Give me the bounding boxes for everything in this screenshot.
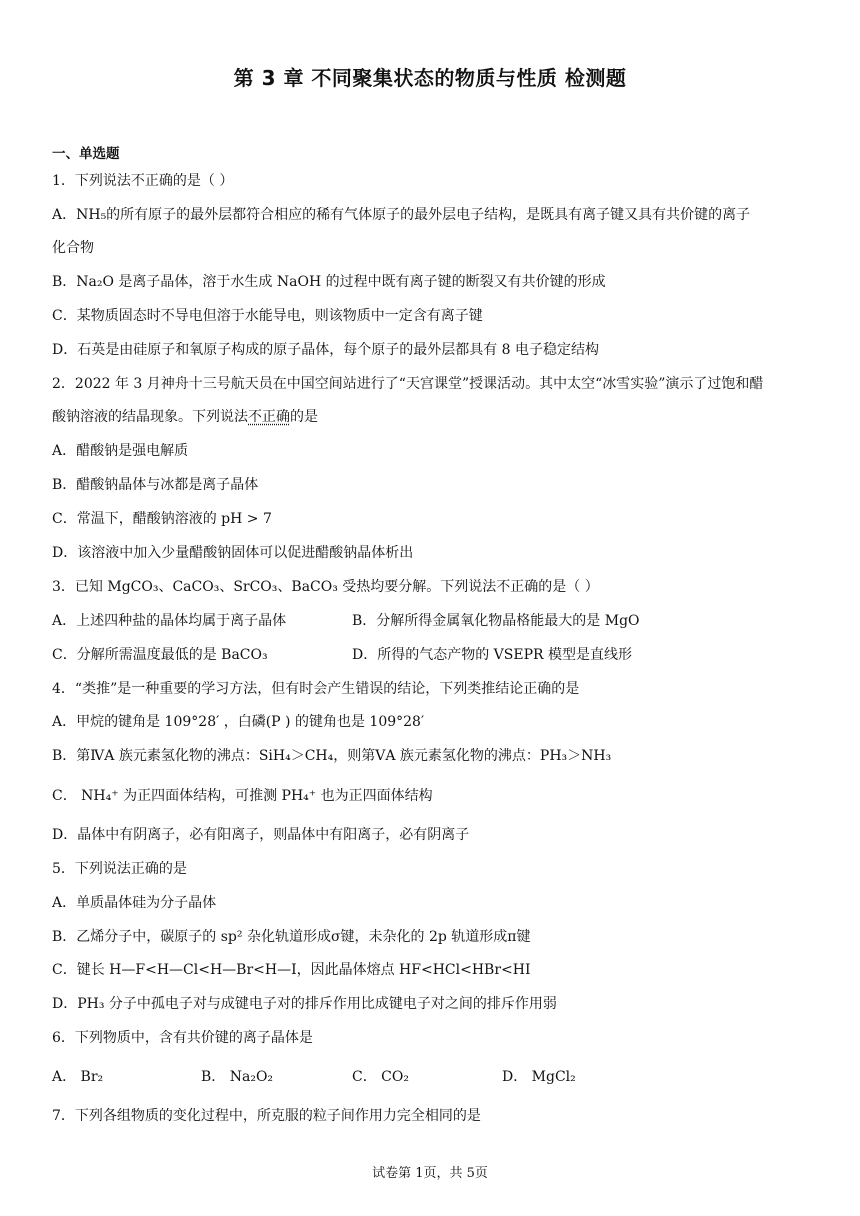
question-1-option-c: C．某物质固态时不导电但溶于水能导电，则该物质中一定含有离子键	[52, 308, 483, 324]
question-2-option-a: A．醋酸钠是强电解质	[52, 443, 189, 459]
question-3-option-b: B．分解所得金属氧化物晶格能最大的是 MgO	[352, 613, 640, 629]
question-1-option-a-cont: 化合物	[52, 240, 94, 256]
question-3-stem: 3．已知 MgCO₃、CaCO₃、SrCO₃、BaCO₃ 受热均要分解。下列说法不正确的是（ ）	[52, 579, 599, 595]
section-heading: 一、单选题	[52, 146, 120, 162]
question-5-option-a: A．单质晶体硅为分子晶体	[52, 895, 217, 911]
question-7-stem: 7．下列各组物质的变化过程中，所克服的粒子间作用力完全相同的是	[52, 1108, 481, 1124]
question-3-option-c: C．分解所需温度最低的是 BaCO₃	[52, 647, 268, 663]
question-5-stem: 5．下列说法正确的是	[52, 861, 187, 877]
question-1-option-a: A．NH₅的所有原子的最外层都符合相应的稀有气体原子的最外层电子结构，是既具有离子键又具有共价键的离子	[52, 207, 751, 223]
question-6-option-d: D． MgCl₂	[502, 1069, 576, 1085]
question-4-option-c: C． NH₄⁺ 为正四面体结构，可推测 PH₄⁺ 也为正四面体结构	[52, 788, 433, 804]
question-2-stem-line2: 酸钠溶液的结晶现象。下列说法不正确的是	[52, 409, 318, 425]
question-4-option-d: D．晶体中有阴离子，必有阳离子，则晶体中有阳离子，必有阴离子	[52, 827, 470, 843]
question-5-option-d: D．PH₃ 分子中孤电子对与成键电子对的排斥作用比成键电子对之间的排斥作用弱	[52, 996, 557, 1012]
question-1-option-d: D．石英是由硅原子和氧原子构成的原子晶体，每个原子的最外层都具有 8 电子稳定结构	[52, 342, 600, 358]
page-title: 第 3 章 不同聚集状态的物质与性质 检测题	[233, 66, 627, 90]
question-5-option-c: C．键长 H—F<H—Cl<H—Br<H—I，因此晶体熔点 HF<HCl<HBr<HI	[52, 962, 531, 978]
question-5-option-b: B．乙烯分子中，碳原子的 sp² 杂化轨道形成σ键，未杂化的 2p 轨道形成π键	[52, 929, 531, 945]
question-1-option-b: B．Na₂O 是离子晶体，溶于水生成 NaOH 的过程中既有离子键的断裂又有共价键的形成	[52, 274, 606, 290]
page-footer: 试卷第 1页，共 5页	[372, 1166, 488, 1181]
question-4-option-a: A．甲烷的键角是 109°28′ ，白磷(P ) 的键角也是 109°28′	[52, 714, 425, 730]
question-1-stem: 1．下列说法不正确的是（ ）	[52, 173, 234, 189]
question-2-stem-line1: 2．2022 年 3 月神舟十三号航天员在中国空间站进行了“天宫课堂”授课活动。其中太空“冰雪实验”演示了过饱和醋	[52, 376, 764, 392]
question-3-option-a: A．上述四种盐的晶体均属于离子晶体	[52, 613, 287, 629]
question-6-option-c: C． CO₂	[352, 1069, 409, 1085]
question-6-option-b: B． Na₂O₂	[201, 1069, 274, 1085]
question-6-stem: 6．下列物质中，含有共价键的离子晶体是	[52, 1030, 313, 1046]
question-4-stem: 4．“类推”是一种重要的学习方法，但有时会产生错误的结论，下列类推结论正确的是	[52, 681, 580, 697]
emphasis-mark: 不正确	[248, 409, 290, 425]
question-2-option-d: D．该溶液中加入少量醋酸钠固体可以促进醋酸钠晶体析出	[52, 545, 414, 561]
question-2-option-b: B．醋酸钠晶体与冰都是离子晶体	[52, 477, 259, 493]
question-6-option-a: A． Br₂	[52, 1069, 104, 1085]
question-2-option-c: C．常温下，醋酸钠溶液的 pH > 7	[52, 511, 272, 527]
question-3-option-d: D．所得的气态产物的 VSEPR 模型是直线形	[352, 647, 633, 663]
question-4-option-b: B．第ⅣA 族元素氢化物的沸点：SiH₄＞CH₄，则第ⅤA 族元素氢化物的沸点：PH₃＞NH₃	[52, 748, 612, 764]
